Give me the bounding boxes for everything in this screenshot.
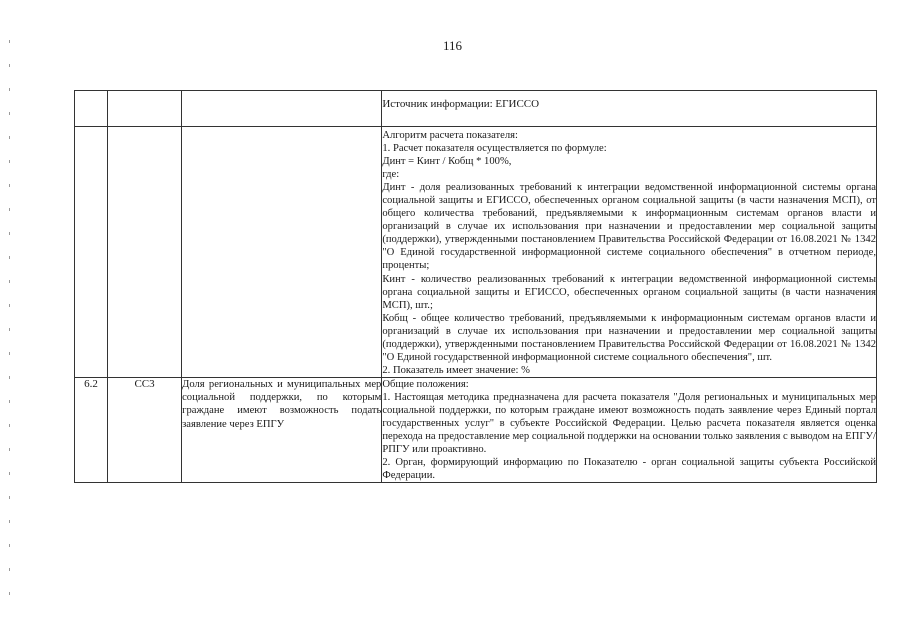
cell-name-empty [182,91,382,127]
cell-algorithm [382,127,877,378]
table-row-6-2 [75,377,877,482]
indicator-table [74,90,877,483]
cell-number: 6.2 [75,377,108,482]
provisions-heading: Общие положения: [382,378,469,390]
cell-code: СС3 [108,377,182,482]
provisions-item-1: 1. Настоящая методика предназначена для расчета показателя "Доля региональных и муниципальных мер социальной поддержки, по которым граждане имеют возможность подать заявление через Единый портал государственных услуг" в субъекте Российской Федерации. Целью расчета показателя является оценка перехода на предоставление мер социальной поддержки на основании только заявления с выводом на ЕПГУ/РПГУ или проактивно. [382,391,876,456]
cell-number-empty [75,127,108,378]
algorithm-where: где: [382,169,400,181]
cell-name-empty [182,127,382,378]
algorithm-definition-kint: Кинт - количество реализованных требований к интеграции ведомственной информационной системы органа социальной защиты и ЕГИССО, обеспеченных органом социальной защиты (в части назначения МСП), шт.; [382,273,876,311]
table-row-source [75,91,877,127]
algorithm-step-2: 2. Показатель имеет значение: % [382,364,530,376]
algorithm-heading: Алгоритм расчета показателя: [382,130,518,141]
cell-number-empty [75,91,108,127]
table-row-algorithm [75,127,877,378]
source-text: Источник информации: ЕГИССО [382,98,540,110]
cell-source [382,91,877,127]
page-number: 116 [442,38,463,53]
cell-general-provisions [382,377,877,482]
algorithm-definition-dint: Динт - доля реализованных требований к интеграции ведомственной информационной системы органа социальной защиты и ЕГИССО, обеспеченных органом социальной защиты (в части назначения МСП), от общего количества требований, предъявляемыми к информационным системам органов власти и организаций в случае их использования при назначении и предоставлении мер социальной защиты (поддержки), утвержденными постановлением Правительства Российской Федерации от 16.08.2021 № 1342 "О Единой государственной информационной системе социального обеспечения" в отчетном периоде, проценты; [382,182,876,272]
algorithm-formula: Динт = Кинт / Кобщ * 100%, [382,156,512,168]
cell-indicator-name: Доля региональных и муниципальных мер социальной поддержки, по которым граждане имеют возможность подать заявление через ЕПГУ [182,377,382,482]
cell-code-empty [108,91,182,127]
provisions-item-2: 2. Орган, формирующий информацию по Показателю - орган социальной защиты субъекта Российской Федерации. [382,457,876,482]
algorithm-definition-kobsch: Кобщ - общее количество требований, предъявляемыми к информационным системам органов власти и организаций в случае их использования при назначении и предоставлении мер социальной защиты (поддержки), утвержденными постановлением Правительства Российской Федерации от 16.08.2021 № 1342 "О Единой государственной информационной системе социального обеспечения", шт. [382,312,876,363]
algorithm-step-1: 1. Расчет показателя осуществляется по формуле: [382,143,607,155]
binding-margin-marks [7,30,13,630]
cell-code-empty [108,127,182,378]
